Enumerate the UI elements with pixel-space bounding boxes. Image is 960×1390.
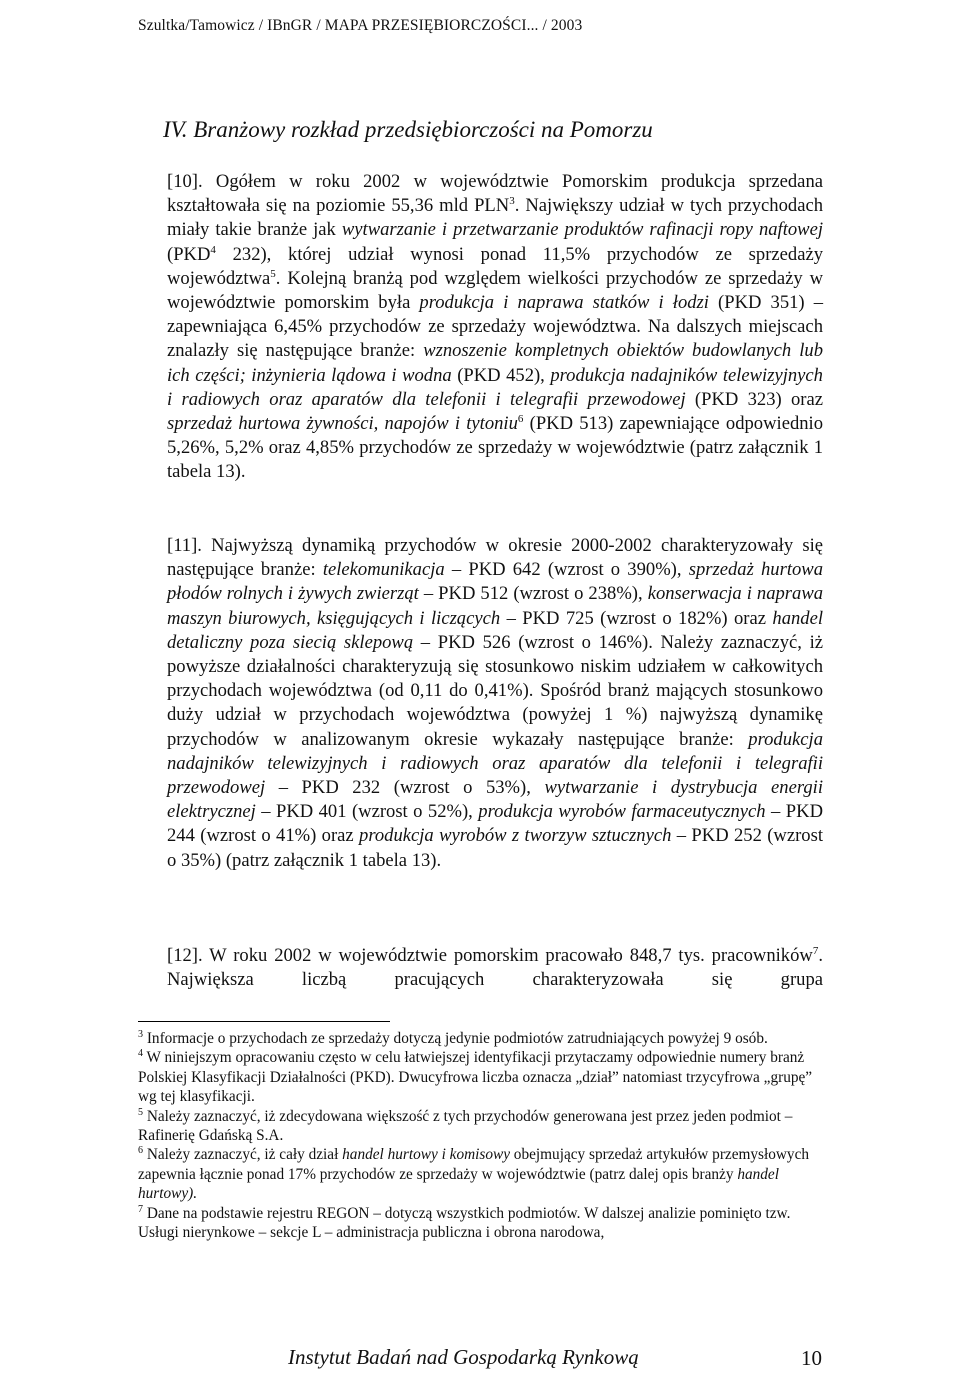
footnote-5 [138, 1107, 828, 1146]
text: – PKD 244 (wzrost o 41%) oraz [167, 801, 823, 847]
text: (PKD 351) – zapewniająca 6,45% przychodów ze sprzedaży województwa. Na dalszych miejscach znalazły się następujące branże: [167, 292, 823, 362]
footnote-text: Informacje o przychodach ze sprzedaży dotyczą jedynie podmiotów zatrudniających powyżej 9 osób. [143, 1030, 768, 1047]
footnote-ref-6[interactable]: 6 [517, 413, 524, 426]
footnote-ref-4[interactable]: 4 [210, 243, 216, 256]
footnote-ref-3[interactable]: 3 [509, 195, 515, 208]
footnote-ref-7[interactable]: 7 [812, 945, 819, 957]
footnote-3 [138, 1029, 828, 1048]
italic-text: sprzedaż hurtowa płodów rolnych i żywych zwierząt [167, 559, 823, 605]
paragraph-10 [167, 170, 823, 485]
italic-text: sprzedaż hurtowa żywności, napojów i tytoniu [167, 413, 518, 435]
footnote-text: W niniejszym opracowaniu często w celu łatwiejszej identyfikacji przytaczamy odpowiednie numery branż Polskiej Klasyfikacji Działalności (PKD). Dwucyfrowa liczba oznacza „dział” natomiast trzycyfrowa „grupę” wg tej klasyfikacji. [138, 1049, 813, 1106]
text: [11]. Najwyższą dynamiką przychodów w okresie 2000-2002 charakteryzowały się następujące branże: [167, 535, 823, 581]
text: . Największa liczbą pracujących charakteryzowała się grupa [167, 945, 823, 991]
italic-text: konserwacja i naprawa maszyn biurowych, księgujących i liczących [167, 583, 824, 629]
text: [10]. Ogółem w roku 2002 w województwie Pomorskim produkcja sprzedana kształtowała się na poziomie 55,36 mld PLN [167, 171, 823, 217]
text: (PKD [167, 243, 211, 265]
italic-text: handel hurtowy). [138, 1165, 779, 1203]
footnotes [138, 1029, 828, 1242]
footnote-ref-5[interactable]: 5 [270, 267, 276, 280]
italic-text: handel hurtowy i komisowy [342, 1146, 510, 1164]
footnote-number: 5 [138, 1106, 143, 1118]
text: – PKD 252 (wzrost o 35%) (patrz załącznik 1 tabela 13). [167, 825, 823, 871]
text: (PKD 323) oraz [685, 388, 823, 410]
italic-text: handel detaliczny poza siecią sklepową [167, 607, 823, 653]
text: (PKD 452), [451, 364, 551, 386]
text: – PKD 642 (wzrost o 390%), [444, 559, 689, 581]
italic-text: produkcja nadajników telewizyjnych i radiowych oraz aparatów dla telefonii i telegrafii przewodowej [167, 728, 823, 799]
italic-text: wytwarzanie i dystrybucja energii elektrycznej [167, 777, 824, 823]
footnote-text: Należy zaznaczyć, iż cały dział [143, 1146, 343, 1164]
text: – PKD 512 (wzrost o 238%), [418, 583, 648, 605]
footnote-number: 3 [138, 1029, 143, 1040]
italic-text: produkcja wyrobów farmaceutycznych [478, 801, 766, 823]
text: – PKD 232 (wzrost o 53%), [265, 777, 545, 799]
italic-text: wznoszenie kompletnych obiektów budowlanych lub ich części; inżynieria lądowa i wodna [167, 340, 824, 386]
footnote-number: 4 [138, 1048, 143, 1060]
footnote-text: Należy zaznaczyć, iż zdecydowana większość z tych przychodów generowana jest przez jeden podmiot – Rafinerię Gdańską S.A. [138, 1107, 793, 1145]
text: – PKD 725 (wzrost o 182%) oraz [500, 607, 773, 629]
text: . Kolejną branżą pod względem wielkości przychodów ze sprzedaży w województwie pomorskim była [167, 267, 823, 314]
text: [12]. W roku 2002 w województwie pomorskim pracowało 848,7 tys. pracowników [167, 945, 813, 966]
italic-text: telekomunikacja [322, 559, 445, 581]
italic-text: produkcja wyrobów z tworzyw sztucznych [359, 825, 672, 847]
running-header: Szultka/Tamowicz / IBnGR / MAPA PRZESIĘBIORCZOŚCI... / 2003 [138, 17, 583, 34]
text: . Największy udział w tych przychodach miały takie branże jak [167, 195, 823, 241]
footnote-number: 6 [138, 1145, 143, 1157]
footer-institute: Instytut Badań nad Gospodarką Rynkową [288, 1345, 639, 1369]
text: 232), której udział wynosi ponad 11,5% przychodów ze sprzedaży województwa [167, 243, 823, 289]
footnote-7 [138, 1204, 828, 1243]
text: – PKD 401 (wzrost o 52%), [255, 801, 479, 823]
paragraph-11 [167, 534, 823, 873]
italic-text: wytwarzanie i przetwarzanie produktów rafinacji ropy naftowej [341, 219, 823, 241]
footnote-6 [138, 1145, 828, 1203]
text: (PKD 513) zapewniające odpowiednio 5,26%, 5,2% oraz 4,85% przychodów ze sprzedaży w województwie (patrz załącznik 1 tabela 13). [167, 413, 824, 483]
footnote-separator [138, 1021, 390, 1022]
footnote-text: obejmujący sprzedaż artykułów przemysłowych zapewnia łącznie ponad 17% przychodów ze sprzedaży w województwie (patrz dalej opis branży [138, 1146, 810, 1183]
footnote-text: Dane na podstawie rejestru REGON – dotyczą wszystkich podmiotów. W dalszej analizie pominięto tzw. Usługi nierynkowe – sekcje L – administracja publiczna i obrona narodowa, [138, 1204, 791, 1242]
footnote-number: 7 [138, 1203, 143, 1215]
italic-text: produkcja nadajników telewizyjnych i radiowych oraz aparatów dla telefonii i telegrafii przewodowej [167, 364, 823, 410]
text: – PKD 526 (wzrost o 146%). Należy zaznaczyć, iż powyższe działalności charakteryzują się stosunkowo niskim udziałem w całkowitych przychodach województwa (od 0,11 do 0,41%). Spośród branż mających stosunkowo duży udział w przychodach województwa (powyżej 1 %) najwyższą dynamikę przychodów w analizowanym okresie wykazały następujące branże: [167, 631, 823, 750]
italic-text: produkcja i naprawa statków i łodzi [419, 292, 709, 314]
page-number: 10 [801, 1346, 822, 1370]
paragraph-12 [167, 944, 823, 1017]
footnote-4 [138, 1048, 828, 1106]
section-title: IV. Branżowy rozkład przedsiębiorczości na Pomorzu [163, 117, 653, 142]
